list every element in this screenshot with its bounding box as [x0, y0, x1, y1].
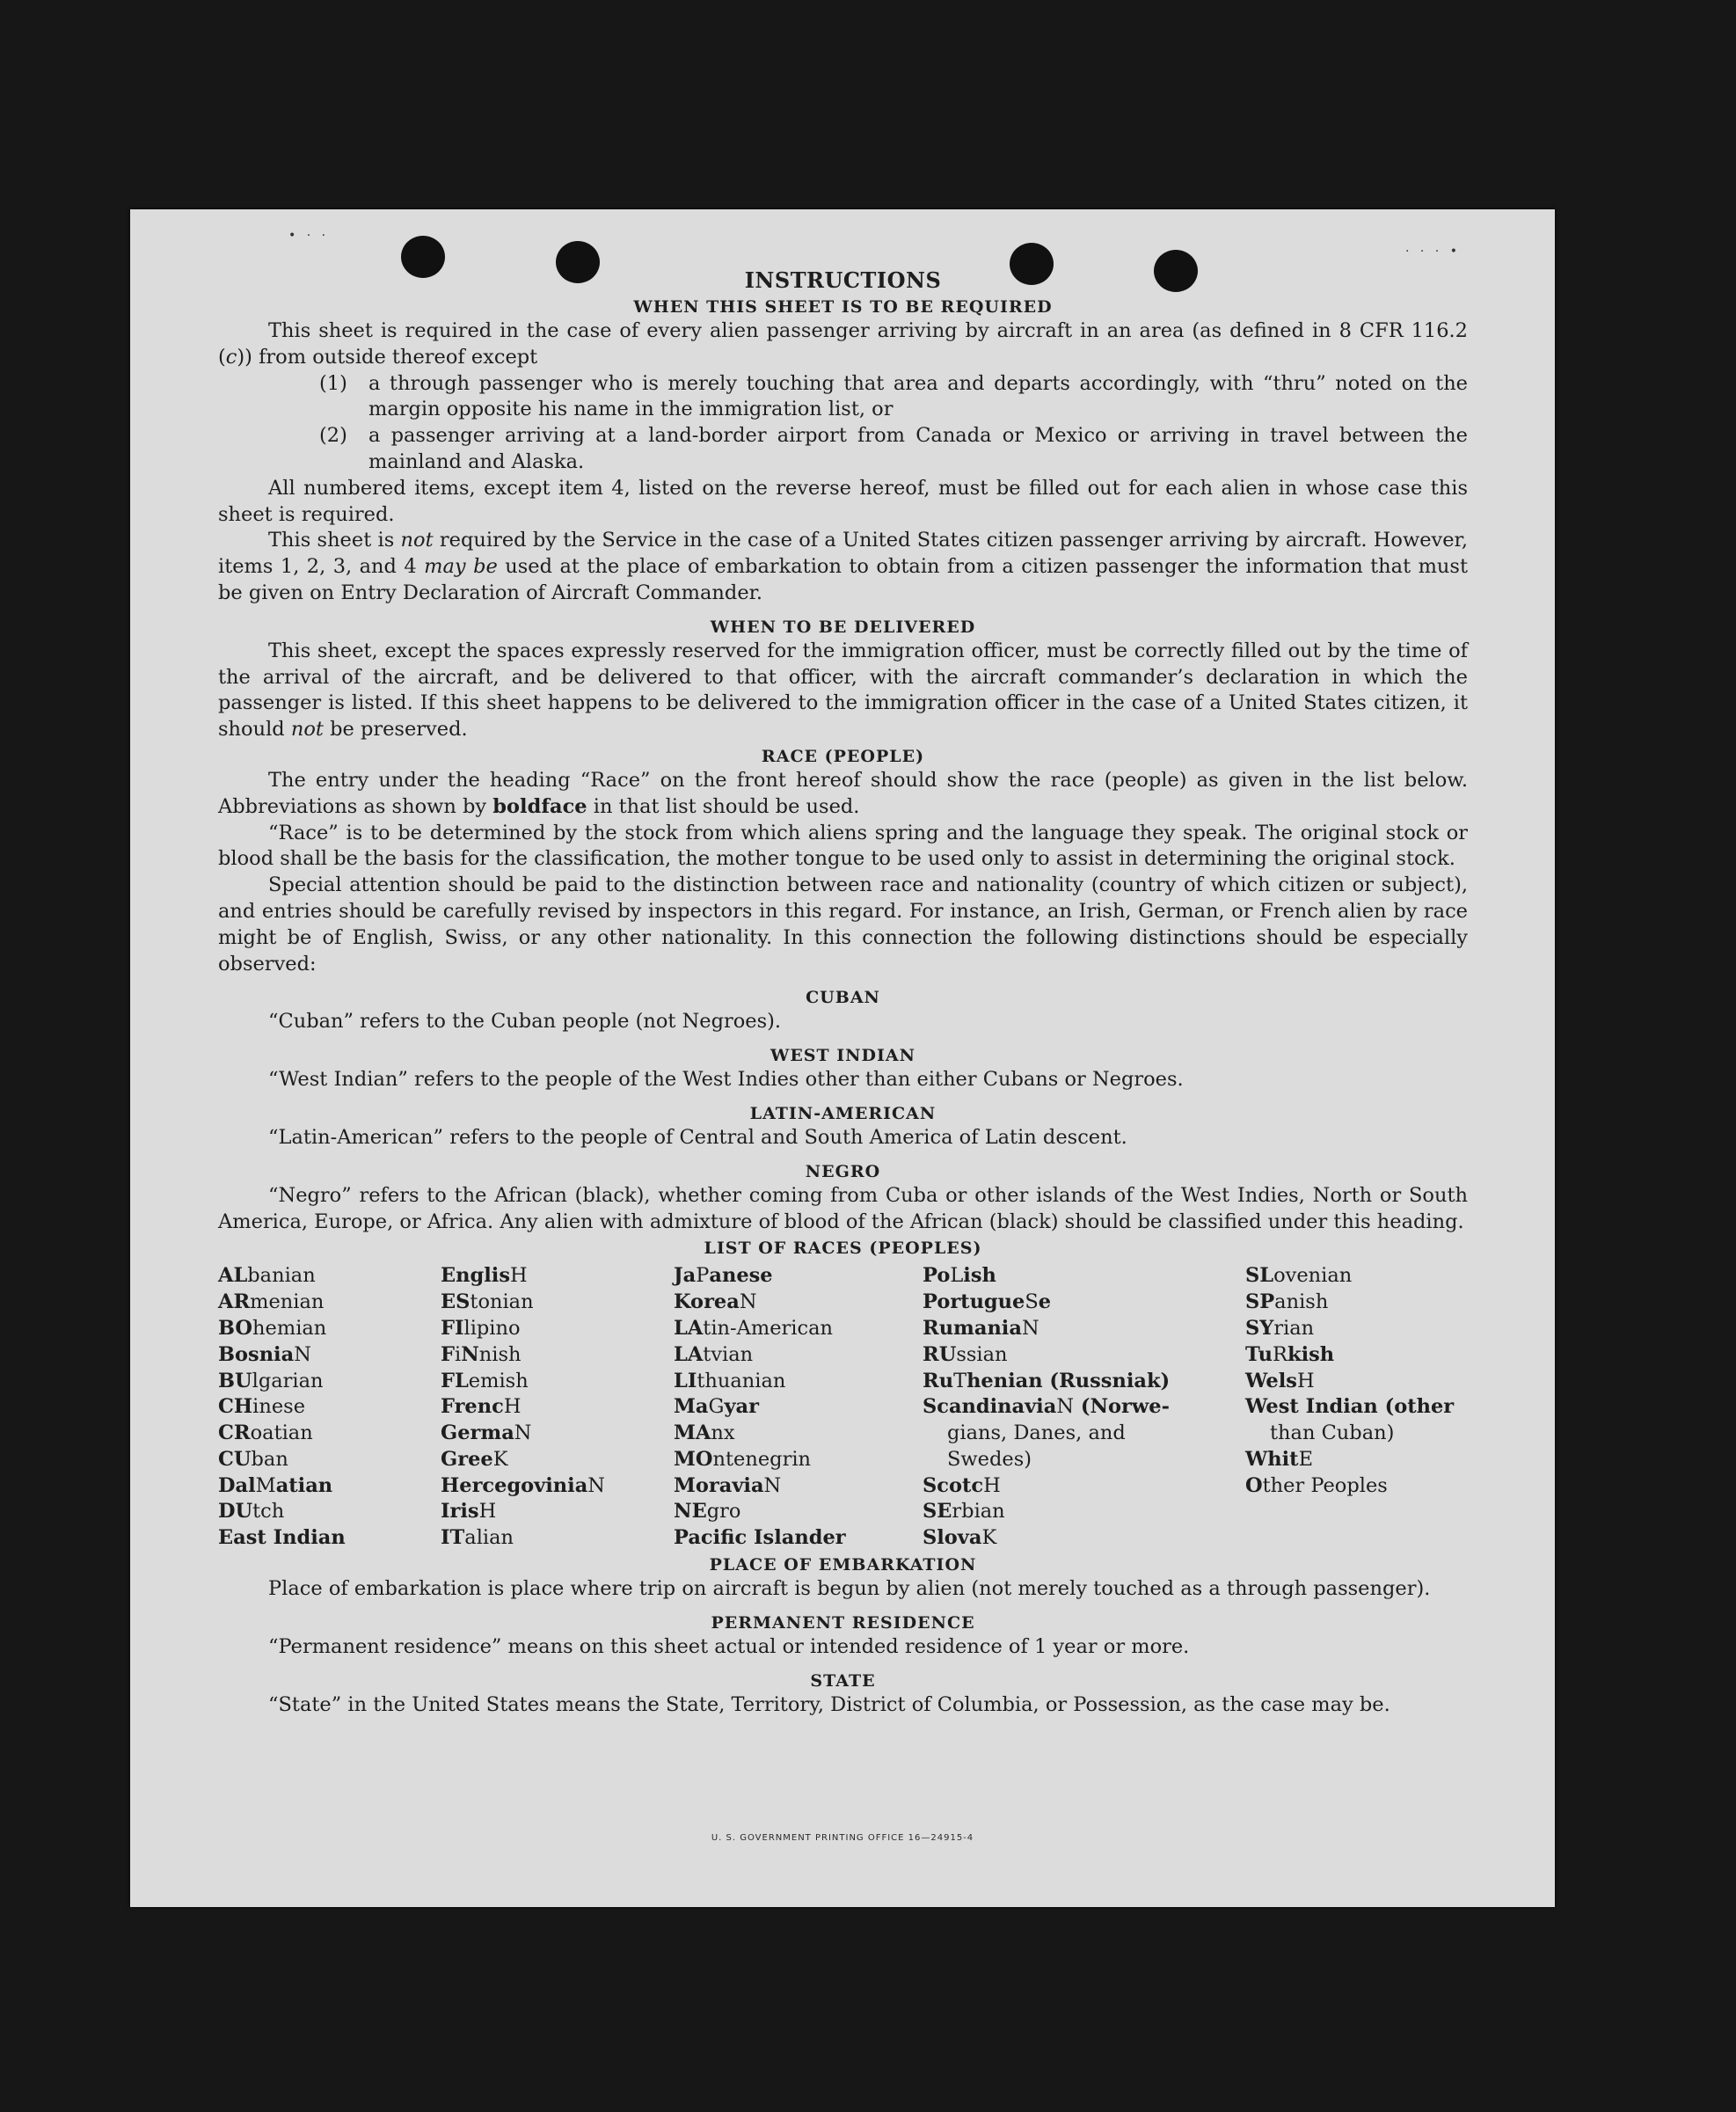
race-entry: IrisH [441, 1500, 497, 1524]
race-entry: SErbian [923, 1500, 1005, 1524]
race-entry: CRoatian [218, 1421, 313, 1445]
paragraph-state: “State” in the United States means the State, Territory, District of Columbia, or Possession, as the case may be. [268, 1692, 1390, 1716]
printing-office-footer: U. S. GOVERNMENT PRINTING OFFICE 16—24915-4 [711, 1833, 974, 1843]
race-entry: LIthuanian [674, 1369, 786, 1392]
heading-when-delivered: WHEN TO BE DELIVERED [710, 617, 976, 637]
paragraph-negro: “Negro” refers to the African (black), whether coming from Cuba or other islands of the West Indies, North or South America, Europe, or Africa. Any alien with admixture of blood of the African (black) should be classified under this heading. [218, 1183, 1468, 1233]
race-entry: CHinese [218, 1395, 306, 1419]
heading-negro: NEGRO [805, 1161, 881, 1181]
race-entry: ALbanian [218, 1264, 316, 1288]
paragraph-numbered-items: All numbered items, except item 4, listed on the reverse hereof, must be filled out for each alien in whose case this sheet is required. [218, 476, 1468, 526]
race-entry: DalMatian [218, 1473, 333, 1497]
race-entry: WelsH [1245, 1369, 1315, 1392]
list-item-text: a passenger arriving at a land-border airport from Canada or Mexico or arriving in travel between the mainland and Alaska. [368, 424, 1468, 473]
paragraph-race-nationality: Special attention should be paid to the distinction between race and nationality (country of which citizen or subject), and entries should be carefully revised by inspectors in this regard. For instance, an Irish, German, or French alien by race might be of English, Swiss, or any other nationality. In this connection the following distinctions should be especially observed: [218, 873, 1468, 976]
heading-west-indian: WEST INDIAN [770, 1046, 916, 1066]
races-list [218, 1263, 1468, 1552]
paragraph-race-stock: “Race” is to be determined by the stock from which aliens spring and the language they speak. The original stock or blood shall be the basis for the classification, the mother tongue to be used only to assist in determining the original stock. [218, 821, 1468, 871]
race-entry: BOhemian [218, 1316, 327, 1340]
paragraph-cuban: “Cuban” refers to the Cuban people (not Negroes). [268, 1010, 782, 1034]
heading-when-required: WHEN THIS SHEET IS TO BE REQUIRED [633, 297, 1053, 317]
race-entry: SYrian [1245, 1316, 1315, 1340]
races-column [218, 1263, 441, 1552]
paragraph-west-indian: “West Indian” refers to the people of the West Indies other than either Cubans or Negroes. [268, 1068, 1184, 1092]
instruction-sheet [130, 209, 1555, 1907]
race-entry: FrencH [441, 1395, 522, 1419]
race-entry: WhitE [1245, 1447, 1314, 1471]
race-entry: LAtin-American [674, 1316, 833, 1340]
race-entry: gians, Danes, and [947, 1421, 1126, 1445]
heading-cuban: CUBAN [806, 988, 880, 1008]
heading-permanent-residence: PERMANENT RESIDENCE [711, 1612, 975, 1633]
document-body [218, 267, 1468, 1718]
races-column [441, 1263, 674, 1552]
race-entry: RuThenian (Russniak) [923, 1369, 1171, 1392]
race-entry: West Indian (other [1245, 1395, 1455, 1419]
race-entry: GreeK [441, 1447, 508, 1471]
heading-list-of-races: LIST OF RACES (PEOPLES) [704, 1239, 982, 1259]
document-title: INSTRUCTIONS [744, 267, 942, 293]
races-column [923, 1263, 1245, 1552]
race-entry: ARmenian [218, 1290, 325, 1314]
race-entry: FLemish [441, 1369, 529, 1392]
race-entry: MOntenegrin [674, 1447, 812, 1471]
race-entry: ScotcH [923, 1473, 1001, 1497]
race-entry: ScandinaviaN (Norwe- [923, 1395, 1170, 1419]
paragraph-residence: “Permanent residence” means on this sheet actual or intended residence of 1 year or more. [268, 1634, 1190, 1658]
paragraph-required-intro: This sheet is required in the case of every alien passenger arriving by aircraft in an area (as defined in 8 CFR 116.2 (c)) from outside thereof except [218, 319, 1468, 369]
race-entry: ITalian [441, 1526, 514, 1550]
race-entry: Swedes) [947, 1447, 1032, 1471]
race-entry: LAtvian [674, 1342, 754, 1366]
list-item [319, 423, 1468, 476]
paragraph-citizen: This sheet is not required by the Service in the case of a United States citizen passenger arriving by aircraft. However, items 1, 2, 3, and 4 may be used at the place of embarkation to obtain from a citizen passenger the information that must be given on Entry Declaration of Aircraft Commander. [218, 529, 1468, 604]
race-entry: EStonian [441, 1290, 534, 1314]
race-entry: MoraviaN [674, 1473, 782, 1497]
race-entry: SPanish [1245, 1290, 1329, 1314]
race-entry: EnglisH [441, 1264, 528, 1288]
race-entry: JaPanese [674, 1264, 773, 1288]
list-item-number: (2) [319, 424, 347, 448]
heading-race: RACE (PEOPLE) [761, 746, 925, 766]
race-entry: HercegoviniaN [441, 1473, 605, 1497]
heading-latin-american: LATIN-AMERICAN [749, 1103, 937, 1123]
race-entry: MAnx [674, 1421, 735, 1445]
list-item [319, 371, 1468, 424]
races-column [674, 1263, 923, 1552]
paper-specks: · · · • [1405, 245, 1461, 259]
race-entry: FiNnish [441, 1342, 522, 1366]
race-entry: PoLish [923, 1264, 996, 1288]
race-entry: MaGyar [674, 1395, 759, 1419]
race-entry: RumaniaN [923, 1316, 1039, 1340]
race-entry: CUban [218, 1447, 288, 1471]
race-entry: Pacific Islander [674, 1526, 846, 1550]
race-entry: BosniaN [218, 1342, 311, 1366]
race-entry: NEgro [674, 1500, 741, 1524]
paragraph-delivered: This sheet, except the spaces expressly reserved for the immigration officer, must be correctly filled out by the time of the arrival of the aircraft, and be delivered to that officer, with the aircraft commander’s declaration in which the passenger is listed. If this sheet happens to be delivered to the immigration officer in the case of a United States citizen, it should not be preserved. [218, 639, 1468, 742]
races-column [1245, 1263, 1468, 1552]
race-entry: KoreaN [674, 1290, 757, 1314]
race-entry: SLovenian [1245, 1264, 1353, 1288]
race-entry: SlovaK [923, 1526, 997, 1550]
list-item-text: a through passenger who is merely touching that area and departs accordingly, with “thru” noted on the margin opposite his name in the immigration list, or [368, 371, 1468, 421]
race-entry: Other Peoples [1245, 1473, 1388, 1497]
race-entry: PortugueSe [923, 1290, 1052, 1314]
race-entry: TuRkish [1245, 1342, 1335, 1366]
paragraph-latin-american: “Latin-American” refers to the people of Central and South America of Latin descent. [268, 1125, 1127, 1149]
race-entry: RUssian [923, 1342, 1008, 1366]
race-entry: GermaN [441, 1421, 532, 1445]
paragraph-embarkation: Place of embarkation is place where trip on aircraft is begun by alien (not merely touched as a through passenger). [268, 1577, 1431, 1601]
race-entry: BUlgarian [218, 1369, 324, 1392]
paper-specks: • · · [288, 229, 330, 243]
heading-state: STATE [810, 1670, 876, 1691]
paragraph-race-entry: The entry under the heading “Race” on the front hereof should show the race (people) as given in the list below. Abbreviations as shown by boldface in that list should be used. [218, 768, 1468, 818]
heading-place-of-embarkation: PLACE OF EMBARKATION [709, 1555, 977, 1575]
race-entry: than Cuban) [1270, 1421, 1395, 1445]
race-entry: DUtch [218, 1500, 285, 1524]
race-entry: East Indian [218, 1526, 346, 1550]
list-item-number: (1) [319, 371, 347, 395]
race-entry: FIlipino [441, 1316, 521, 1340]
